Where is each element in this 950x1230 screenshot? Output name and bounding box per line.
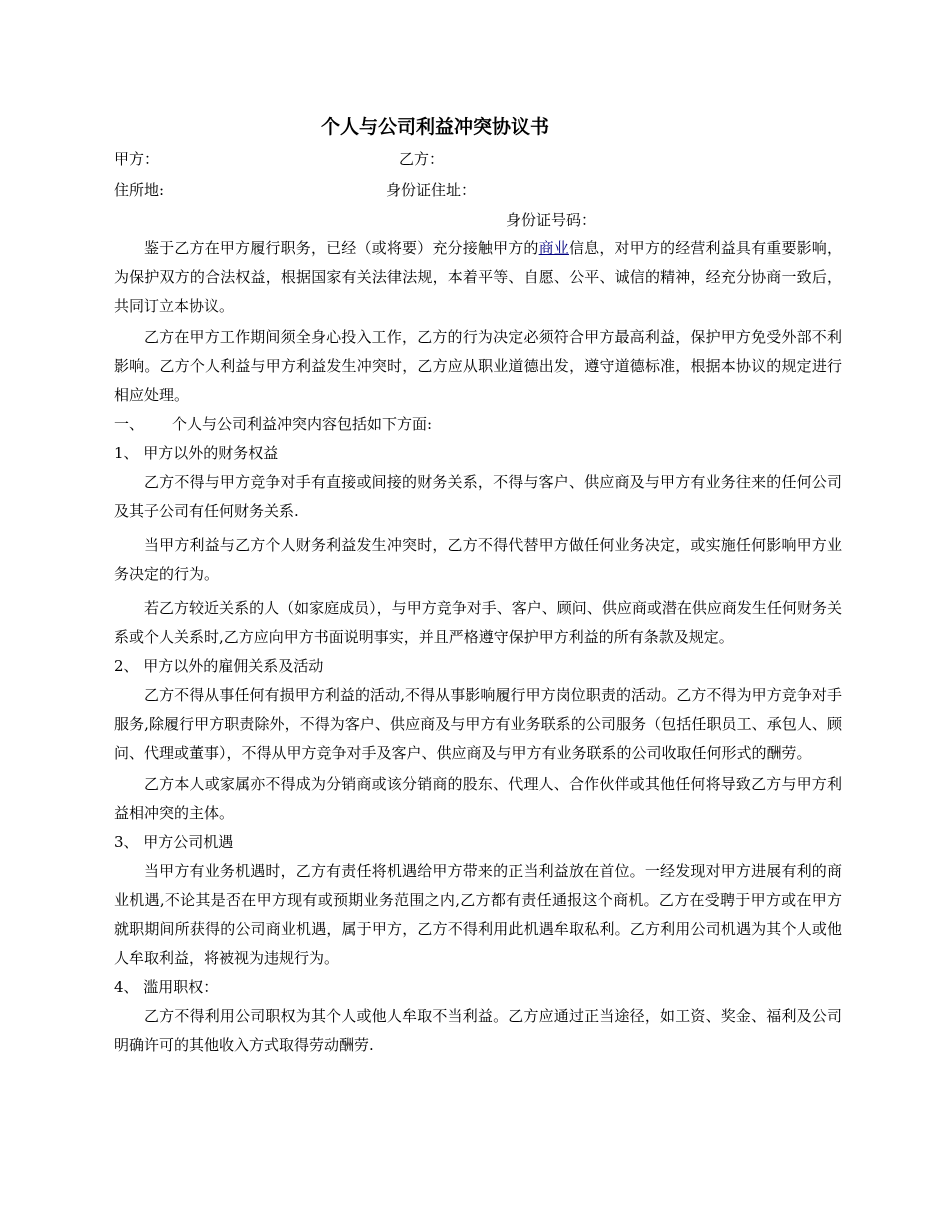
item2-paragraph-1: 乙方不得从事任何有损甲方利益的活动,不得从事影响履行甲方岗位职责的活动。乙方不得为甲方竞争对手服务,除履行甲方职责除外，不得为客户、供应商及与甲方有业务联系的公司服务（包括任职员工、承包人、顾问、代理或董事），不得从甲方竞争对手及客户、供应商及与甲方有业务联系的公司收取任何形式的酬劳。 bbox=[114, 686, 842, 762]
document-body bbox=[114, 234, 842, 1060]
party-a-label: 甲方： bbox=[114, 150, 160, 168]
item4-heading: 4、 滥用职权： bbox=[114, 978, 219, 996]
intro-text-end: 信息，对甲方的经营利益具有重要影响，为保护双方的合法权益，根据国家有关法律法规，本着平等、自愿、公平、诚信的精神，经充分协商一致后，共同订立本协议。 bbox=[114, 239, 842, 315]
item2-heading: 2、 甲方以外的雇佣关系及活动 bbox=[114, 657, 324, 675]
intro-paragraph bbox=[114, 234, 842, 321]
section1-text: 个人与公司利益冲突内容包括如下方面: bbox=[172, 415, 433, 433]
business-link[interactable]: 商业 bbox=[538, 239, 569, 257]
item1-paragraph-3: 若乙方较近关系的人（如家庭成员），与甲方竞争对手、客户、顾问、供应商或潜在供应商发生任何财务关系或个人关系时,乙方应向甲方书面说明事实，并且严格遵守保护甲方利益的所有条款及规定。 bbox=[114, 599, 842, 646]
section1-heading bbox=[114, 410, 842, 439]
item3-heading: 3、 甲方公司机遇 bbox=[114, 833, 234, 851]
document-title: 个人与公司利益冲突协议书 bbox=[320, 116, 549, 138]
item4-paragraph-1: 乙方不得利用公司职权为其个人或他人牟取不当利益。乙方应通过正当途径，如工资、奖金、福利及公司明确许可的其他收入方式取得劳动酬劳. bbox=[114, 1007, 842, 1054]
paragraph-work-commitment: 乙方在甲方工作期间须全身心投入工作，乙方的行为决定必须符合甲方最高利益，保护甲方免受外部不利影响。乙方个人利益与甲方利益发生冲突时，乙方应从职业道德出发，遵守道德标准，根据本协议的规定进行相应处理。 bbox=[114, 328, 842, 404]
id-address-label: 身份证住址： bbox=[386, 181, 477, 199]
party-b-label: 乙方： bbox=[399, 150, 445, 168]
residence-label: 住所地: bbox=[114, 181, 165, 199]
item1-paragraph-2: 当甲方利益与乙方个人财务利益发生冲突时，乙方不得代替甲方做任何业务决定，或实施任何影响甲方业务决定的行为。 bbox=[114, 536, 842, 583]
item3-paragraph-1: 当甲方有业务机遇时，乙方有责任将机遇给甲方带来的正当利益放在首位。一经发现对甲方进展有利的商业机遇,不论其是否在甲方现有或预期业务范围之内,乙方都有责任通报这个商机。乙方在受聘于甲方或在甲方就职期间所获得的公司商业机遇，属于甲方，乙方不得利用此机遇牟取私利。乙方利用公司机遇为其个人或他人牟取利益，将被视为违规行为。 bbox=[114, 862, 842, 967]
item2-paragraph-2: 乙方本人或家属亦不得成为分销商或该分销商的股东、代理人、合作伙伴或其他任何将导致乙方与甲方利益相冲突的主体。 bbox=[114, 775, 842, 822]
id-number-label: 身份证号码： bbox=[506, 211, 597, 229]
item1-heading: 1、 甲方以外的财务权益 bbox=[114, 444, 279, 462]
intro-text-start: 鉴于乙方在甲方履行职务，已经（或将要）充分接触甲方的 bbox=[144, 239, 539, 257]
section1-number: 一、 bbox=[114, 415, 145, 433]
item1-paragraph-1: 乙方不得与甲方竞争对手有直接或间接的财务关系，不得与客户、供应商及与甲方有业务往来的任何公司及其子公司有任何财务关系. bbox=[114, 473, 842, 520]
